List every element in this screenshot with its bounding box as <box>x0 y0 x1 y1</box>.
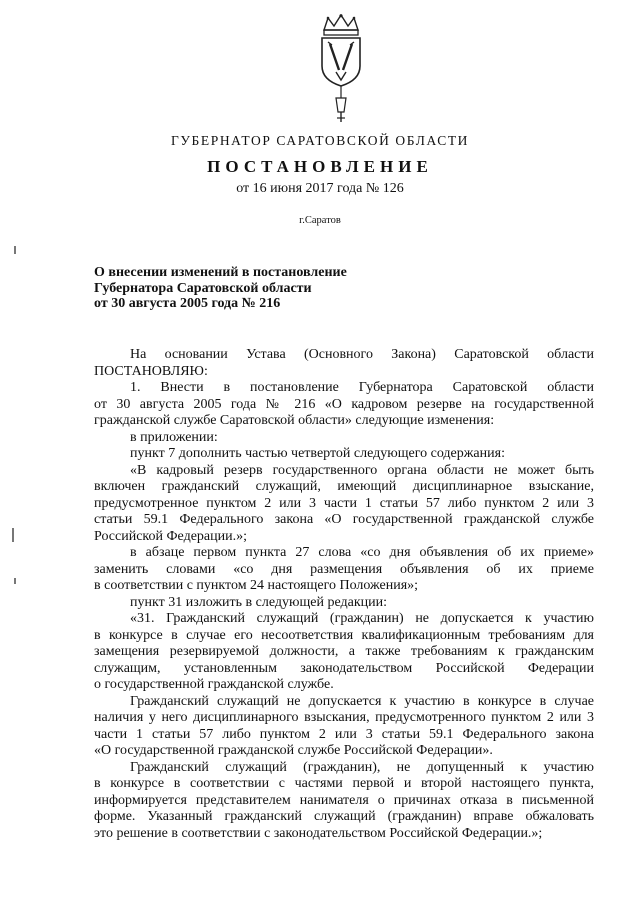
paragraph-quote-7 <box>94 463 594 546</box>
text-line: служащим, установленным законодательством Российской Федерации <box>94 660 594 676</box>
subject-line: от 30 августа 2005 года № 216 <box>94 296 281 311</box>
text-line: включен гражданский служащий, имеющий дисциплинарное взыскание, <box>94 479 594 494</box>
text-line: замещения резервируемой должности, а также требованиям к гражданским <box>94 644 594 659</box>
subject-line: Губернатора Саратовской области <box>94 280 312 296</box>
text-line: в абзаце первом пункта 27 слова «со дня объявления об их приеме» <box>130 545 594 560</box>
document-subject <box>94 265 347 312</box>
scan-margin-mark <box>12 528 14 542</box>
text-line: это решение в соответствии с законодательством Российской Федерации.»; <box>94 825 543 841</box>
document-date-number: от 16 июня 2017 года № 126 <box>236 181 404 196</box>
document-city: г.Саратов <box>299 215 341 226</box>
text-line: в конкурсе в случае его несоответствия квалификационным требованиям для <box>94 627 594 643</box>
text-line: статьи 59.1 Федерального закона «О государственной гражданской службе <box>94 512 594 527</box>
text-line: о государственной гражданской службе. <box>94 677 334 692</box>
paragraph-item-1 <box>94 380 594 430</box>
text-line: части 1 статьи 57 либо пунктом 2 или 3 статьи 59.1 Федерального закона <box>94 726 594 742</box>
scan-margin-mark <box>14 578 16 584</box>
subject-line: О внесении изменений в постановление <box>94 265 347 280</box>
text-line: ПОСТАНОВЛЯЮ: <box>94 363 208 379</box>
document-type-title: ПОСТАНОВЛЕНИЕ <box>207 157 433 176</box>
paragraph-point-7: пункт 7 дополнить частью четвертой следующего содержания: <box>130 446 505 461</box>
text-line: информируется представителем нанимателя о причинах отказа в письменной <box>94 792 594 808</box>
text-line: «31. Гражданский служащий (гражданин) не допускается к участию <box>130 611 594 626</box>
text-line: форме. Указанный гражданский служащий (гражданин) вправе обжаловать <box>94 809 594 824</box>
paragraph-point-31: пункт 31 изложить в следующей редакции: <box>130 594 387 610</box>
text-line: от 30 августа 2005 года № 216 «О кадровом резерве на государственной <box>94 396 594 412</box>
text-line: гражданской службе Саратовской области» следующие изменения: <box>94 413 495 428</box>
paragraph-disciplinary <box>94 694 594 760</box>
text-line: предусмотренное пунктом 2 или 3 части 1 статьи 57 либо пунктом 2 или 3 <box>94 495 594 511</box>
text-line: в конкурсе в соответствии с частями первой и второй настоящего пункта, <box>94 776 594 791</box>
text-line: Гражданский служащий не допускается к участию в конкурсе в случае <box>130 693 594 709</box>
document-body <box>94 347 594 842</box>
text-line: заменить словами «со дня размещения объявления об их приеме <box>94 561 594 577</box>
scan-margin-mark <box>14 246 16 254</box>
text-line: «В кадровый резерв государственного органа области не может быть <box>130 462 594 478</box>
paragraph-refusal <box>94 760 594 843</box>
paragraph-quote-31 <box>94 611 594 694</box>
paragraph-annex: в приложении: <box>130 429 218 445</box>
text-line: «О государственной гражданской службе Российской Федерации». <box>94 743 493 758</box>
coat-of-arms-emblem <box>310 14 372 124</box>
paragraph-basis <box>94 347 594 380</box>
text-line: наличия у него дисциплинарного взыскания, предусмотренного пунктом 2 или 3 <box>94 710 594 725</box>
text-line: 1. Внести в постановление Губернатора Саратовской области <box>130 380 594 395</box>
text-line: Гражданский служащий (гражданин), не допущенный к участию <box>130 759 594 775</box>
text-line: в соответствии с пунктом 24 настоящего Положения»; <box>94 578 419 593</box>
text-line: На основании Устава (Основного Закона) Саратовской области <box>130 347 594 362</box>
paragraph-point-27 <box>94 545 594 595</box>
issuer-title: ГУБЕРНАТОР САРАТОВСКОЙ ОБЛАСТИ <box>170 133 470 148</box>
text-line: Российской Федерации.»; <box>94 528 248 544</box>
